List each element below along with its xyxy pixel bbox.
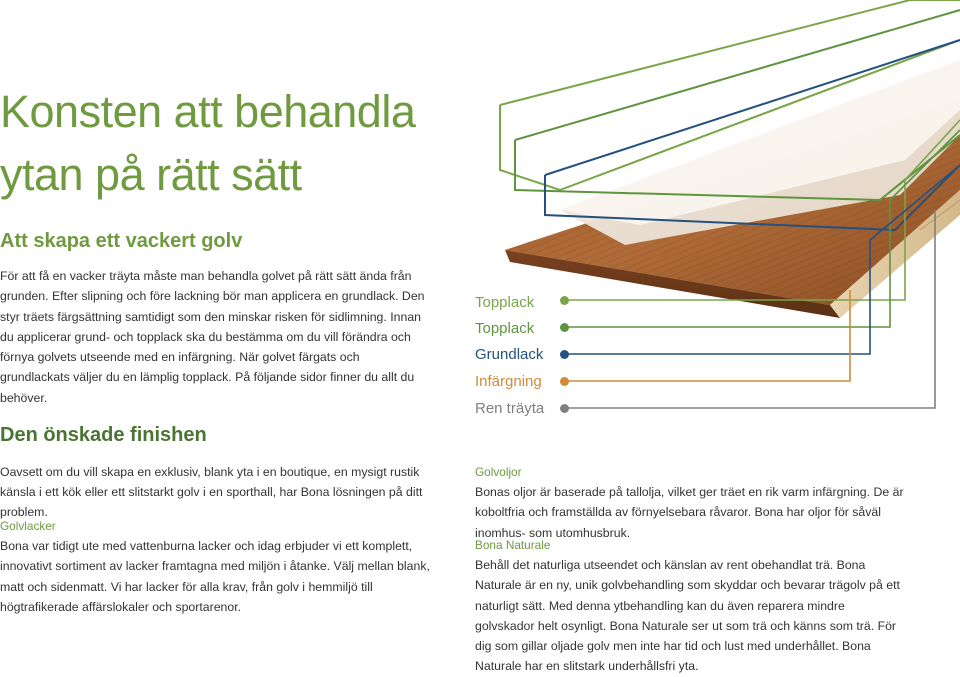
product-name-bona-naturale: Bona Naturale xyxy=(475,538,551,552)
floor-layers-diagram xyxy=(490,0,960,410)
section-heading-finish: Den önskade finishen xyxy=(0,424,207,446)
product-bona-naturale xyxy=(475,535,905,677)
intro-paragraph: För att få en vacker träyta måste man behandla golvet på rätt sätt ända från grunden. Efter slipning och före lackning bör man applicera en grundlack. Den styr träets färgsättning samtidigt som den minskar risken för sidlimning. Innan du applicerar grund- och topplack ska du bestämma om du vill förändra och förnya golvets utseende med en infärgning. När golvet färgats och grundlackats väljer du en lämplig topplack. På följande sidor finner du allt du behöver. xyxy=(0,269,425,405)
layer-label-topplack-2: Topplack xyxy=(475,320,535,337)
subtitle: Att skapa ett vackert golv xyxy=(0,230,243,252)
layer-label-infargning: Infärgning xyxy=(475,373,542,390)
layer-swatch-topplack-1 xyxy=(560,296,569,305)
finish-intro-paragraph: Oavsett om du vill skapa en exklusiv, blank yta i en boutique, en mysigt rustik känsla i ett kök eller ett slitstarkt golv i en sporthall, har Bona lösningen på ditt problem. xyxy=(0,465,423,519)
product-name-golvoljor: Golvoljor xyxy=(475,465,522,479)
product-golvoljor xyxy=(475,462,905,543)
title-line-1: Konsten att behandla xyxy=(0,86,416,137)
layer-swatch-topplack-2 xyxy=(560,323,569,332)
layer-label-ren-trayta: Ren träyta xyxy=(475,400,545,417)
product-description-golvoljor: Bonas oljor är baserade på tallolja, vilket ger träet en rik varm infärgning. De är koboltfria och framställda av förnyelsebara råvaror. Bona har oljor för såväl inomhus- som utomhusbruk. xyxy=(475,485,904,540)
layer-swatch-infargning xyxy=(560,377,569,386)
layer-swatch-grundlack xyxy=(560,350,569,359)
title-line-2: ytan på rätt sätt xyxy=(0,149,302,200)
product-description-golvlacker: Bona var tidigt ute med vattenburna lacker och idag erbjuder vi ett komplett, innovativt sortiment av lacker framtagna med miljön i åtanke. Välj mellan blank, matt och sidenmatt. Vi har lacker för alla krav, från golv i hemmiljö till högtrafikerade affärslokaler och sportarenor. xyxy=(0,539,430,614)
layer-label-topplack-1: Topplack xyxy=(475,294,535,311)
product-golvlacker xyxy=(0,516,432,617)
layer-swatch-ren-trayta xyxy=(560,404,569,413)
page-title xyxy=(0,80,470,206)
product-name-golvlacker: Golvlacker xyxy=(0,519,56,533)
product-description-bona-naturale: Behåll det naturliga utseendet och känslan av rent obehandlat trä. Bona Naturale är en ny, unik golvbehandling som skyddar och bevarar trägolv på ett naturligt sätt. Med denna ytbehandling kan du även reparera mindre golvskador helt osynligt. Bona Naturale ser ut som trä och känns som trä. För dig som gillar oljade golv men inte har tid och lust med underhållet. Bona Naturale har en slitstark underhållsfri yta. xyxy=(475,558,900,674)
layer-label-grundlack: Grundlack xyxy=(475,346,544,363)
